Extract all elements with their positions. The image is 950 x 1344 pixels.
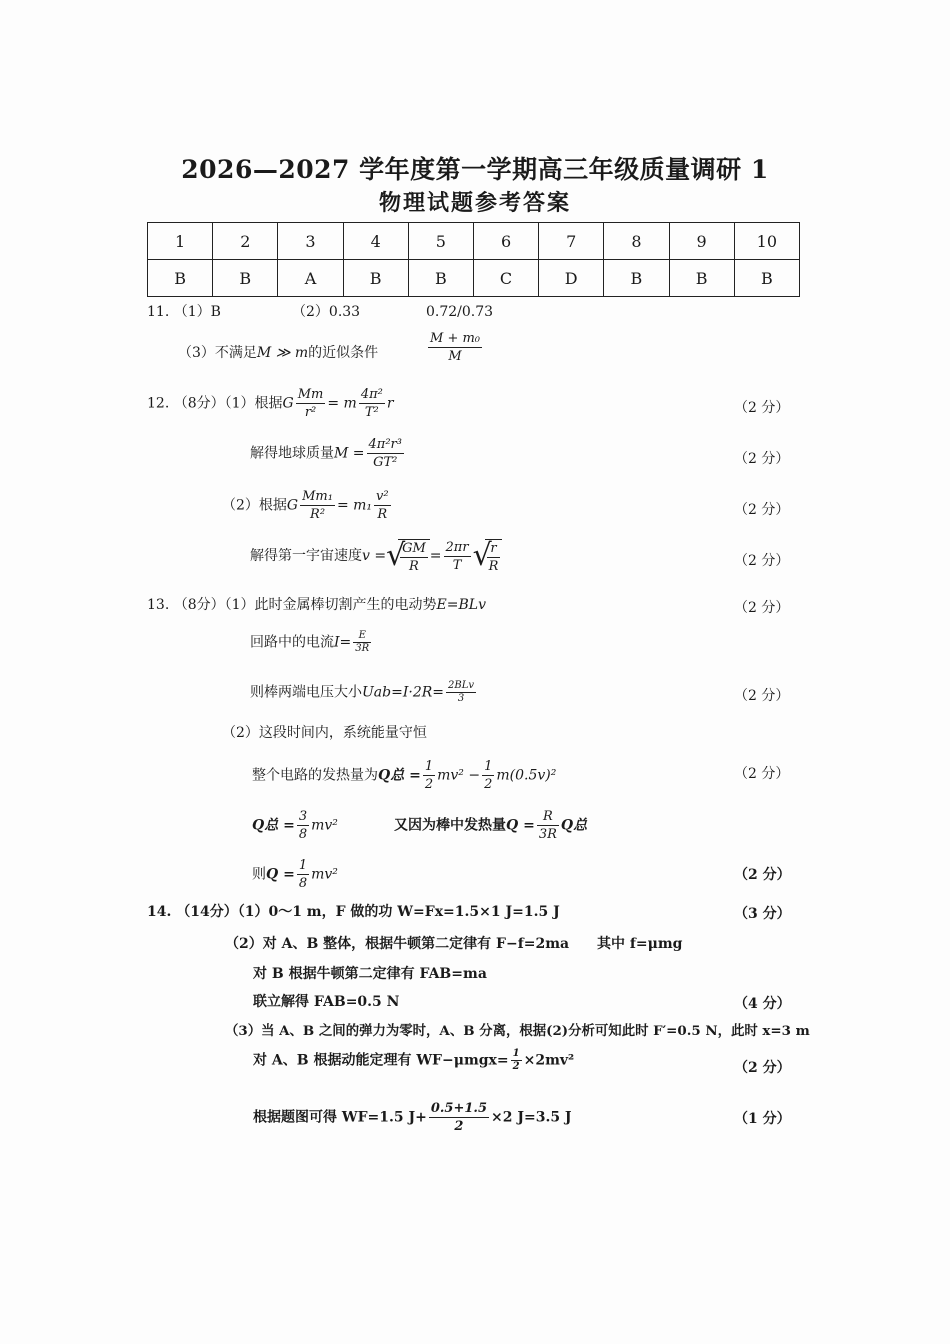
q11-fraction-line bbox=[426, 330, 484, 365]
table-cell: B bbox=[213, 260, 278, 297]
fraction-denominator: 3R bbox=[538, 827, 557, 842]
fraction-denominator: T bbox=[452, 557, 462, 573]
table-cell: B bbox=[408, 260, 473, 297]
fraction-numerator: M + m₀ bbox=[430, 331, 481, 346]
q13-line2 bbox=[250, 630, 373, 655]
q14-line7 bbox=[253, 1100, 572, 1135]
table-cell: B bbox=[669, 260, 734, 297]
table-cell: 4 bbox=[343, 223, 408, 260]
table-cell: B bbox=[343, 260, 408, 297]
q12-line1 bbox=[147, 386, 394, 421]
fraction-numerator: E bbox=[353, 630, 371, 643]
table-cell: 10 bbox=[734, 223, 799, 260]
q11-part3-text: （3）不满足 bbox=[178, 345, 257, 361]
table-cell: 9 bbox=[669, 223, 734, 260]
q11-condition: M ≫ m bbox=[256, 345, 309, 361]
q12-l4-frac2 bbox=[444, 539, 471, 574]
fraction-denominator: 2 bbox=[512, 1061, 520, 1072]
score-label: （2 分） bbox=[734, 553, 790, 569]
answer-table bbox=[147, 222, 800, 297]
fraction-denominator: R bbox=[377, 507, 388, 522]
q12-l3-mid: = m₁ bbox=[336, 497, 373, 514]
score-label: （2 分） bbox=[734, 451, 790, 467]
fraction-numerator: 2BLv bbox=[448, 680, 475, 691]
table-cell: D bbox=[539, 260, 604, 297]
table-cell: 3 bbox=[278, 223, 343, 260]
fraction-denominator: 2 bbox=[454, 1119, 464, 1134]
fraction-numerator: 1 bbox=[484, 759, 493, 774]
table-cell: 2 bbox=[213, 223, 278, 260]
q12-l4-eq: = bbox=[429, 548, 442, 564]
q14-l6-text: 对 A、B 根据动能定理有 WF−μmgx= bbox=[253, 1052, 509, 1069]
fraction-denominator: 2 bbox=[484, 777, 493, 792]
q13-l5-tail: m(0.5v)² bbox=[496, 767, 557, 784]
q13-l1-eq: E=BLv bbox=[436, 597, 486, 613]
score-label: （3 分） bbox=[734, 906, 791, 922]
q13-l6-text: 又因为棒中发热量 bbox=[394, 817, 506, 834]
q13-line7 bbox=[252, 857, 338, 892]
q13-line4: （2）这段时间内，系统能量守恒 bbox=[222, 725, 427, 741]
q13-l6-frac bbox=[297, 808, 309, 843]
fraction-numerator: 3 bbox=[298, 809, 308, 824]
fraction-denominator: 2 bbox=[424, 777, 434, 792]
fraction-numerator: Mm₁ bbox=[302, 489, 333, 504]
fraction-numerator: 1 bbox=[424, 759, 434, 774]
q12-l4-lhs: v = bbox=[362, 548, 387, 564]
table-cell: C bbox=[473, 260, 538, 297]
score-label: （1 分） bbox=[734, 1111, 791, 1127]
table-cell: 6 bbox=[473, 223, 538, 260]
q12-mid: = m bbox=[327, 395, 357, 412]
q11-part1: 11. （1）B bbox=[147, 304, 221, 320]
table-cell: A bbox=[278, 260, 343, 297]
q11-part3-tail: 的近似条件 bbox=[308, 345, 379, 361]
fraction-denominator: R bbox=[488, 559, 499, 574]
q13-line6 bbox=[252, 808, 338, 843]
score-label: （2 分） bbox=[734, 400, 790, 416]
score-label: （2 分） bbox=[734, 502, 790, 518]
q14-l7-tail: ×2 J=3.5 J bbox=[491, 1109, 572, 1126]
q14-l7-text: 根据题图可得 WF=1.5 J+ bbox=[253, 1109, 427, 1126]
table-cell: B bbox=[148, 260, 213, 297]
q13-line3 bbox=[250, 680, 478, 705]
q13-l7-frac bbox=[297, 857, 309, 892]
fraction-numerator: 4π² bbox=[360, 387, 383, 402]
fraction-numerator: GM bbox=[402, 541, 426, 556]
q13-l6-frac2 bbox=[537, 808, 559, 843]
q11-part3 bbox=[178, 343, 378, 363]
q14-l6-frac bbox=[511, 1048, 522, 1073]
score-label: （2 分） bbox=[734, 600, 790, 616]
q13-l5-mid: mv² − bbox=[437, 767, 481, 784]
fraction-denominator: T² bbox=[364, 405, 379, 420]
q13-l5-lhs: Q总 = bbox=[378, 767, 421, 784]
fraction-denominator: GT² bbox=[373, 455, 398, 470]
table-cell: 7 bbox=[539, 223, 604, 260]
q12-l3-text: （2）根据 bbox=[222, 497, 287, 514]
score-label: （2 分） bbox=[734, 1060, 791, 1076]
q13-l3-text: 则棒两端电压大小 bbox=[250, 684, 362, 701]
q11-fraction bbox=[428, 330, 482, 365]
q13-line5 bbox=[252, 758, 556, 793]
sqrt-sign: √ $\frac{r}{R}$ bbox=[473, 537, 503, 575]
q14-line2: （2）对 A、B 整体，根据牛顿第二定律有 F−f=2ma bbox=[225, 936, 570, 952]
q12-tail: r bbox=[386, 395, 394, 412]
table-cell: B bbox=[604, 260, 669, 297]
sqrt-sign: √ $\frac{GM}{R}$ bbox=[386, 537, 430, 575]
q13-l6-lhs: Q总 = bbox=[252, 817, 295, 834]
q12-l4-text: 解得第一宇宙速度 bbox=[250, 548, 362, 564]
fraction-denominator: r² bbox=[304, 405, 317, 420]
q13-l7-text: 则 bbox=[252, 866, 266, 883]
q13-l5-frac1 bbox=[423, 758, 435, 793]
q12-line4 bbox=[250, 537, 502, 575]
fraction-numerator: 0.5+1.5 bbox=[430, 1101, 487, 1116]
fraction-denominator: R bbox=[409, 559, 419, 574]
q13-l2-frac bbox=[353, 630, 371, 655]
fraction-numerator: r bbox=[487, 540, 501, 558]
q14-line5: （3）当 A、B 之间的弹力为零时，A、B 分离，根据(2)分析可知此时 F′=0.5 N，此时 x=3 m bbox=[225, 1023, 810, 1039]
q12-g: G bbox=[282, 395, 294, 412]
q13-l3-frac bbox=[446, 680, 476, 705]
q11-part2: （2）0.33 bbox=[292, 304, 361, 320]
table-cell: 8 bbox=[604, 223, 669, 260]
fraction-numerator: 4π²r³ bbox=[368, 437, 402, 452]
q13-line1 bbox=[147, 595, 486, 615]
q14-line1: 14. （14分）（1）0～1 m，F 做的功 W=Fx=1.5×1 J=1.5 J bbox=[147, 904, 560, 920]
table-cell: 5 bbox=[408, 223, 473, 260]
page-title: 2026—2027 学年度第一学期高三年级质量调研 1 bbox=[181, 155, 769, 184]
q13-l6-tail: mv² bbox=[311, 817, 338, 834]
fraction-numerator: 2πr bbox=[445, 539, 469, 555]
q13-l1-text: 13. （8分）（1）此时金属棒切割产生的电动势 bbox=[147, 597, 437, 613]
q13-l6-tail2: Q总 bbox=[560, 817, 588, 834]
q12-l3-frac2 bbox=[374, 488, 391, 523]
table-cell: 1 bbox=[148, 223, 213, 260]
q12-line3 bbox=[222, 488, 393, 523]
q13-l2-text: 回路中的电流 bbox=[250, 634, 334, 651]
q13-l2-eq: I= bbox=[334, 634, 352, 651]
score-label: （2 分） bbox=[734, 766, 790, 782]
q13-l5-frac2 bbox=[482, 758, 494, 793]
q13-l3-eq: Uab=I·2R= bbox=[362, 684, 444, 701]
fraction-denominator: R² bbox=[310, 507, 326, 522]
answer-table-number-row bbox=[148, 223, 800, 260]
fraction-numerator: 1 bbox=[298, 858, 308, 873]
fraction-numerator: v² bbox=[376, 489, 389, 504]
q12-frac2 bbox=[359, 386, 385, 421]
q12-l3-frac1 bbox=[300, 488, 335, 523]
score-label: （2 分） bbox=[734, 688, 790, 704]
fraction-denominator: 8 bbox=[298, 876, 308, 891]
q11-part2-alt: 0.72/0.73 bbox=[426, 304, 494, 320]
q14-l6-tail: ×2mv² bbox=[523, 1052, 575, 1069]
q14-line3: 对 B 根据牛顿第二定律有 FAB=ma bbox=[253, 966, 487, 982]
q13-line6b bbox=[394, 808, 587, 843]
score-label: （4 分） bbox=[734, 996, 791, 1012]
q14-line2b: 其中 f=μmg bbox=[597, 936, 683, 952]
fraction-denominator: 3R bbox=[355, 643, 370, 654]
q12-label: 12. （8分）（1）根据 bbox=[147, 395, 283, 412]
q12-l2-frac bbox=[367, 436, 404, 471]
table-cell: B bbox=[734, 260, 799, 297]
q12-line2 bbox=[250, 436, 406, 471]
fraction-numerator: R bbox=[537, 808, 559, 826]
answer-table-answer-row bbox=[148, 260, 800, 297]
fraction-numerator: Mm bbox=[297, 387, 324, 402]
q14-line6 bbox=[253, 1048, 574, 1073]
q13-l5-text: 整个电路的发热量为 bbox=[252, 767, 378, 784]
q12-l2-text: 解得地球质量 bbox=[250, 445, 334, 462]
q12-l2-lhs: M = bbox=[334, 445, 365, 462]
q12-l3-g: G bbox=[286, 497, 299, 514]
fraction-denominator: 3 bbox=[457, 693, 465, 704]
q13-l7-tail: mv² bbox=[311, 866, 338, 883]
fraction-numerator: 1 bbox=[512, 1048, 520, 1059]
q12-frac1 bbox=[296, 386, 326, 421]
q13-l7-lhs: Q = bbox=[266, 866, 295, 883]
q14-l7-frac bbox=[429, 1100, 489, 1135]
score-label: （2 分） bbox=[734, 867, 791, 883]
q13-l6-q: Q = bbox=[506, 817, 535, 834]
fraction-denominator: M bbox=[448, 349, 462, 364]
fraction-denominator: 8 bbox=[298, 827, 308, 842]
page-subtitle: 物理试题参考答案 bbox=[378, 190, 571, 216]
q14-line4: 联立解得 FAB=0.5 N bbox=[253, 994, 400, 1010]
